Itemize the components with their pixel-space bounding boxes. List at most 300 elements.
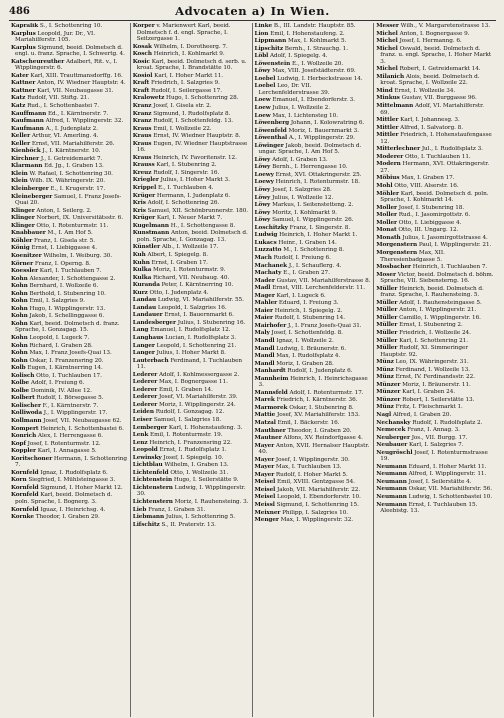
entry-details: Peter, I. Kärntnerring 10. (161, 282, 234, 289)
entry-name: König (11, 245, 30, 252)
entry-name: Mohl (376, 183, 393, 190)
entry-details: Emil, I. Wollzeile 22. (153, 125, 212, 132)
entry-name: Lemberger (132, 424, 168, 431)
entry-details: S., I. Schottenring 10. (39, 23, 103, 29)
entry-name: Menger (254, 517, 279, 524)
entry-name: Karplus (11, 44, 36, 51)
entry-name: Nagl (376, 411, 392, 418)
entry-details: Moriz, I. Graben 28. (276, 360, 334, 367)
entry-name: Landau (132, 297, 157, 304)
entry-name: Meisel (254, 494, 276, 501)
entry-name: Loewy (254, 179, 274, 186)
directory-entry (133, 417, 250, 424)
entry-name: Mayer (254, 471, 275, 478)
directory-entry (133, 507, 250, 514)
directory-entry (255, 361, 372, 368)
entry-details: Wilh., V. Margaretenstrasse 13. (400, 23, 491, 29)
directory-entry (255, 517, 372, 524)
entry-name: Leopold (132, 447, 158, 454)
entry-details: Emanuel, I. Ebendorferstr. 3. (272, 97, 355, 104)
entry-details: Moriz, I. Bräunerstr. 11. (402, 381, 471, 388)
directory-entry (376, 146, 494, 153)
entry-name: Kollmann (11, 417, 42, 424)
entry-name: Kohn (11, 342, 28, 349)
directory-entry (133, 282, 250, 289)
entry-name: Mader (254, 277, 275, 284)
directory-entry (376, 464, 494, 471)
directory-entry (11, 485, 128, 492)
entry-details: Otto, I. Liebiggasse 4. (398, 219, 462, 226)
directory-entry (133, 193, 250, 200)
entry-details: Julius, I. Wollzeile 12. (272, 194, 334, 201)
entry-name: Neumann (376, 471, 407, 478)
entry-name: Mayer (254, 456, 275, 463)
directory-entry (255, 46, 372, 53)
directory-entry (376, 367, 494, 374)
entry-details: Ludwig, I. Schottenbastei 10. (408, 494, 493, 500)
entry-name: Kugelmann (132, 222, 169, 229)
entry-details: Wilhelm, I. Dorotheerg. 7. (153, 43, 228, 50)
entry-details: Victor, beeid. Dolmetsch d. böhm. Sprache, VII. Siebensterng. 16. (380, 271, 494, 285)
entry-name: Mager (254, 292, 275, 299)
entry-details: J., I. Getreidemarkt 7. (40, 155, 103, 162)
entry-name: Loewy (254, 171, 274, 178)
directory-entry (376, 117, 494, 124)
entry-details: Samuel, XII. Schönbrunnerstr. 180. (147, 207, 249, 214)
entry-details: Ernst, I. Wollzeile 34. (394, 87, 456, 94)
entry-details: Josef, VI. Mariahilferstr. 39. (159, 394, 238, 401)
entry-name: Koessler (11, 268, 39, 275)
entry-details: Markus, I. Seitenstetteng. 2. (272, 202, 354, 209)
entry-details: Bernhard, I. Wollzeile 6. (29, 283, 99, 290)
entry-name: Lewinsky (132, 454, 162, 461)
entry-name: Münz (376, 374, 394, 381)
entry-details: Heinrich, I. Kohlmarkt 9. (153, 51, 225, 58)
entry-details: Gustav, VII. Mariahilferstrasse 8. (276, 277, 371, 284)
entry-name: Mittler (376, 117, 399, 124)
directory-entry (255, 247, 372, 254)
entry-name: Mahler (254, 300, 278, 307)
directory-entry (11, 298, 128, 305)
entry-name: Löwy (254, 217, 271, 224)
entry-details: Bernh., I. Herrengasse 10. (272, 164, 348, 171)
directory-entry (11, 186, 128, 193)
directory-entry (133, 118, 250, 125)
entry-name: Kirchner (11, 155, 40, 162)
entry-details: Samuel, I. Franz Josefs-Quai 20. (15, 193, 122, 207)
directory-entry (376, 103, 494, 116)
directory-entry (255, 187, 372, 194)
entry-details: Josef, I. Spiegelg. 10. (163, 454, 224, 461)
entry-details: Julius, I. Stubenring 16. (177, 319, 246, 326)
entry-name: Löbl (254, 53, 269, 60)
entry-details: Siegfried, I. Mühlsteingasse 3. (28, 477, 116, 484)
entry-name: Kralowetz (132, 95, 165, 102)
directory-entry (133, 111, 250, 118)
entry-name: Lieb (132, 506, 147, 513)
entry-name: Loebel (254, 75, 276, 82)
page-number: 486 (9, 6, 30, 17)
entry-details: Paul, I. Wipplingerstr. 21. (418, 242, 492, 249)
entry-details: Robert, I. Seilerstätte 13. (402, 396, 475, 403)
entry-name: Klein (11, 178, 28, 185)
directory-entry (376, 272, 494, 285)
entry-name: Kuranda (132, 282, 160, 289)
entry-name: Kornfeld (11, 469, 39, 476)
entry-details: Adolf, I. Schottenring 26. (147, 200, 220, 207)
entry-name: Kraus (132, 154, 152, 161)
entry-details: Max, VIII. Josefstädterstr. 69. (272, 68, 356, 75)
entry-name: Kreuz (132, 169, 152, 176)
directory-entry (11, 403, 128, 410)
directory-entry (255, 164, 372, 171)
entry-details: Josef, I. Schottenfeldg. 8. (271, 330, 343, 337)
entry-name: Löwy (254, 194, 271, 201)
entry-name: Konrich (11, 433, 37, 440)
directory-entry (376, 154, 494, 161)
entry-name: Mandl (254, 353, 275, 360)
directory-entry (133, 358, 250, 371)
directory-entry (255, 397, 372, 404)
entry-name: Neuberger (376, 434, 410, 441)
directory-entry (11, 23, 128, 30)
entry-details: W. Rafael, I. Schottenring 30. (29, 170, 113, 177)
directory-entry (11, 268, 128, 275)
directory-entry (376, 46, 494, 66)
directory-entry (133, 260, 250, 267)
directory-entry (11, 163, 128, 170)
entry-name: Mitterlechner (376, 146, 421, 153)
entry-details: Jakob, beeid. Dolmetsch d. ungar. Sprache, I. Am Hof 5. (258, 142, 362, 156)
entry-details: Otto, I. Rotenturmstr. 11. (36, 222, 109, 229)
entry-name: Mannheim (254, 375, 289, 382)
directory-entry (255, 120, 372, 127)
entry-details: Karl, I. Hoher Markt 11. (154, 72, 224, 79)
directory-entry (255, 510, 372, 517)
directory-entry (11, 335, 128, 342)
entry-details: E., I. Krugerstr. 17. (50, 186, 106, 193)
entry-details: Alexander, I. Schottengasse 2. (29, 275, 116, 282)
entry-name: Kulka (132, 267, 152, 274)
entry-name: Keller (11, 133, 31, 140)
entry-name: Marmorek (254, 404, 288, 411)
entry-details: Ignaz, I. Rudolfsplatz 6. (40, 469, 108, 476)
entry-details: Karl, beeid. Dolmetsch d. poln. Sprache, I. Kohlmarkt 14. (380, 190, 489, 204)
entry-name: Mauthner (254, 427, 286, 434)
entry-details: E., I. Wollzeile 20. (291, 60, 344, 67)
entry-details: Eugen, I. Kärntnerring 14. (27, 365, 103, 372)
directory-entry (376, 330, 494, 337)
entry-name: Kohn (11, 305, 28, 312)
entry-details: Berthold, I. Stubenring 10. (29, 290, 106, 297)
entry-details: Friedrich, I. Salzgries 9. (150, 80, 220, 87)
directory-entry (133, 103, 250, 110)
entry-name: Klarmann (11, 163, 43, 170)
entry-name: Müller (376, 329, 398, 336)
entry-details: Ernst, I. Liebiggasse 4. (31, 245, 97, 252)
directory-entry (11, 358, 128, 365)
entry-details: J., I. Wipplingerstr. 17. (43, 410, 108, 417)
entry-name: Krippel (132, 185, 157, 192)
directory-entry (11, 373, 128, 380)
entry-details: Friedrich, I. Hohenstaufengasse 12. (380, 132, 492, 145)
directory-entry (255, 68, 372, 75)
entry-details: Adolf, I. Rauhensteingasse 5. (399, 299, 482, 306)
entry-name: Kapralik (11, 23, 39, 29)
entry-name: Lipschitz (254, 45, 284, 52)
entry-details: Anton, beeid. Dolmetsch d. poln. Sprache, I. Gonzagag. 13. (136, 230, 248, 243)
entry-details: Max, I. Bognergasse 11. (159, 379, 228, 386)
entry-name: Mittler (376, 124, 399, 131)
entry-name: Müller (376, 314, 398, 321)
directory-entry (11, 215, 128, 222)
entry-name: Löwy (254, 156, 271, 163)
directory-entry (376, 300, 494, 307)
entry-name: Maier (254, 307, 274, 314)
directory-entry (11, 283, 128, 290)
directory-entry (255, 143, 372, 156)
directory-entry (11, 253, 128, 260)
entry-name: Manhardt (254, 368, 286, 375)
directory-entry (133, 88, 250, 95)
entry-name: Kattner (11, 87, 36, 94)
entry-details: Rudolf, I. Rudolfsplatz 2. (412, 419, 483, 426)
entry-details: Dominik, IV. Allee 12. (30, 387, 92, 394)
entry-name: Neumann (376, 463, 407, 470)
directory-entry (376, 427, 494, 434)
entry-details: Ignaz, I. Wollzeile 2. (276, 337, 334, 344)
entry-details: Karl, beeid. Dolmetsch d. poln. Sprache, I. Bognerg. 3. (15, 492, 113, 505)
directory-entry (376, 412, 494, 419)
entry-name: Katscheureuther (11, 58, 65, 65)
directory-entry (255, 97, 372, 104)
entry-details: Rudolf, I. Stubenring 14. (274, 315, 345, 322)
entry-name: Nemecek (376, 427, 406, 434)
entry-name: Kranz (132, 118, 152, 125)
directory-entry (133, 162, 250, 169)
directory-entry (133, 462, 250, 469)
entry-name: Lion (254, 30, 269, 37)
entry-details: S., II. Praterstr. 13. (161, 521, 216, 528)
directory-entry (376, 23, 494, 30)
entry-name: Michel (376, 45, 398, 52)
entry-name: Minkus (376, 95, 400, 102)
entry-details: Heinrich, I. Spiegelg. 2. (274, 307, 343, 314)
entry-name: Kattner (11, 80, 36, 87)
entry-name: Landesberger (132, 319, 176, 326)
directory-entry (133, 372, 250, 379)
directory-entry (133, 80, 250, 87)
entry-name: Landau (132, 304, 157, 311)
directory-entry (133, 522, 250, 529)
entry-name: Kleineberger (11, 193, 53, 200)
entry-details: Julius, I. Schottenring 5. (165, 514, 236, 521)
entry-details: Heinrich, I. Rotenturmstr. 18. (275, 179, 360, 186)
directory-entry (11, 261, 128, 268)
entry-details: Wilhelm, I. Graben 13. (164, 462, 229, 469)
directory-entry (255, 225, 372, 232)
entry-name: Möhler (376, 190, 399, 197)
entry-details: Otto, I. Tuchlauben 17. (36, 372, 102, 379)
directory-entry (376, 359, 494, 366)
directory-entry (255, 390, 372, 397)
entry-details: Karl, I. Neuer Markt 7. (156, 215, 223, 222)
entry-details: Robert, I. Getreidemarkt 14. (399, 66, 481, 73)
directory-entry (133, 387, 250, 394)
directory-entry (255, 255, 372, 262)
directory-entry (255, 428, 372, 435)
entry-details: Karl, beeid. Dolmetsch d. franz. Sprache, I. Gonzagag. 15. (15, 320, 120, 334)
entry-name: Ludwig (254, 232, 278, 239)
entry-details: Karl, VII. Neubaugasse 31. (37, 87, 114, 94)
entry-name: Lichtenstern (132, 499, 173, 505)
entry-details: Alb., I. Wollzeile 17. (161, 244, 219, 251)
entry-details: Ernst, I. Rudolfsplatz 1. (159, 447, 227, 454)
entry-name: Moser (376, 271, 396, 278)
directory-entry (255, 346, 372, 353)
entry-details: Franz, I. Annag. 3. (407, 427, 460, 434)
entry-details: Josef, I. Rotenturmstrasse 19. (380, 449, 488, 463)
entry-name: Kraus (132, 125, 152, 132)
directory-entry (133, 290, 250, 297)
directory-entry (255, 494, 372, 501)
directory-entry (376, 286, 494, 299)
directory-entry (11, 343, 128, 350)
directory-entry (133, 170, 250, 177)
entry-name: Lederer (132, 379, 158, 386)
directory-entry (133, 320, 250, 327)
entry-details: Ludwig, I. Bräunerstr. 6. (276, 345, 346, 352)
entry-name: Mandl (254, 345, 275, 352)
entry-details: Josef, VII. Neubaugasse 62. (43, 417, 122, 424)
entry-name: Kranz (132, 110, 152, 117)
entry-name: Kohn (11, 357, 28, 364)
entry-details: Sigmund, beeid. Dolmetsch d. engl. u. franz. Sprache, I. Schwertg. 4. (15, 44, 125, 58)
directory-entry (376, 486, 494, 493)
entry-details: Adolf, I. Kohlmessergasse 2. (159, 371, 240, 378)
entry-details: Alois, beeid. Dolmetsch d. kroat. Sprache, I. Wollzeile 22. (380, 73, 480, 87)
entry-name: Marek (254, 397, 275, 404)
directory-entry (376, 450, 494, 463)
entry-name: Keller (11, 140, 31, 147)
entry-details: Samuel, I. Salzgries 18. (153, 416, 222, 423)
entry-details: Max, I. Graben 17. (401, 175, 455, 182)
entry-details: Albert, I. Spiegelg. 8. (147, 251, 208, 258)
entry-details: Gustav, VII. Burggasse 96. (401, 95, 477, 102)
entry-name: Lenk (132, 432, 149, 439)
entry-details: Arthur, VI. Amerling. 4. (31, 133, 99, 140)
entry-name: Lauterbach (132, 357, 169, 364)
directory-entry (255, 487, 372, 494)
directory-entry (11, 477, 128, 484)
entry-details: Franz, I. Singerstr. 8. (289, 224, 351, 231)
directory-entry (133, 230, 250, 243)
directory-entry (11, 492, 128, 505)
entry-details: Karl, I. Schottenring 21. (399, 337, 468, 344)
directory-entry (133, 499, 250, 506)
entry-details: Otto, I. Tuchlauben 11. (404, 153, 471, 160)
entry-name: Körner (11, 260, 34, 267)
entry-details: Emil, I. Bäckerstr. 16. (277, 419, 340, 426)
directory-entry (376, 74, 494, 87)
directory-entry (255, 157, 372, 164)
entry-name: Kohn (11, 313, 28, 320)
entry-details: Rud., I. Schottenbastei 7. (27, 103, 100, 110)
entry-details: Leopold, I. Salzgries 16. (157, 304, 227, 311)
directory-entry (11, 291, 128, 298)
entry-name: Lichtblau (132, 462, 163, 469)
entry-name: Neumann (376, 501, 407, 508)
entry-details: Emil, I. Rotenturmstr. 19. (150, 432, 223, 439)
entry-details: Karl, I. Johannesg. 3. (400, 117, 460, 124)
entry-details: Ernst, I. Graben 17. (151, 259, 208, 266)
directory-entry (133, 514, 250, 521)
entry-name: Kohn (11, 298, 28, 305)
entry-details: Karl, I. Graben 24. (402, 389, 456, 396)
entry-name: Loew (254, 112, 271, 119)
directory-entry (376, 502, 494, 515)
directory-entry (376, 38, 494, 45)
entry-name: Mayer (254, 464, 275, 471)
entry-name: Löwy (254, 209, 271, 216)
entry-details: Leo, Dr. VII. Lerchenfelderstrasse 39. (258, 83, 330, 96)
entry-details: Wilh. IX. Währingerstr. 20. (29, 178, 106, 185)
directory-entry (11, 313, 128, 320)
directory-entry (133, 305, 250, 312)
entry-details: Ferdinand, I. Wollzeile 13. (395, 366, 471, 373)
directory-entry (133, 312, 250, 319)
entry-name: Lederer (132, 394, 158, 401)
entry-name: Löwy (254, 164, 271, 171)
directory-entry (11, 470, 128, 477)
entry-details: Rudolf, I. Freiung 6. (273, 254, 331, 261)
directory-entry (133, 141, 250, 154)
directory-entry (11, 245, 128, 252)
entry-details: Julius, I. Hoher Markt 3. (160, 177, 230, 184)
entry-name: Köhler (11, 237, 33, 244)
directory-entry (376, 191, 494, 204)
entry-details: Sigmund, I. Hoher Markt 12. (40, 484, 123, 491)
directory-entry (255, 308, 372, 315)
directory-entry (133, 223, 250, 230)
entry-name: Krüger (132, 215, 156, 222)
directory-entry (255, 263, 372, 270)
directory-entry (133, 485, 250, 498)
entry-details: Max, I. Franz Josefs-Quai 13. (29, 350, 112, 357)
entry-details: Karl, I. Hohenstaufeng. 3. (168, 424, 243, 431)
entry-name: Mittelmann (376, 103, 414, 110)
entry-details: Ernst, I. Bauernmarkt 6. (164, 312, 234, 319)
entry-details: Rudolf, I. Seilergasse 17. (150, 87, 222, 94)
directory-entry (133, 477, 250, 484)
entry-name: Morgenstern (376, 242, 418, 249)
entry-details: Lucian, I. Rudolfsplatz 3. (165, 334, 236, 341)
entry-name: Karplus (11, 30, 36, 37)
entry-name: Kraus (132, 140, 152, 147)
entry-name: Knabbauer (11, 230, 46, 237)
entry-name: Neumann (376, 486, 407, 493)
directory-entry (376, 397, 494, 404)
entry-name: Messer (376, 23, 399, 29)
entry-name: Kriegler (132, 177, 159, 184)
entry-name: Mannsfeld (254, 389, 288, 396)
entry-name: Modern (376, 161, 401, 168)
directory-entry (376, 132, 494, 145)
entry-name: Landauer (132, 312, 163, 319)
directory-entry (255, 135, 372, 142)
entry-name: Moller (376, 204, 397, 211)
entry-name: Klinger (11, 207, 35, 214)
